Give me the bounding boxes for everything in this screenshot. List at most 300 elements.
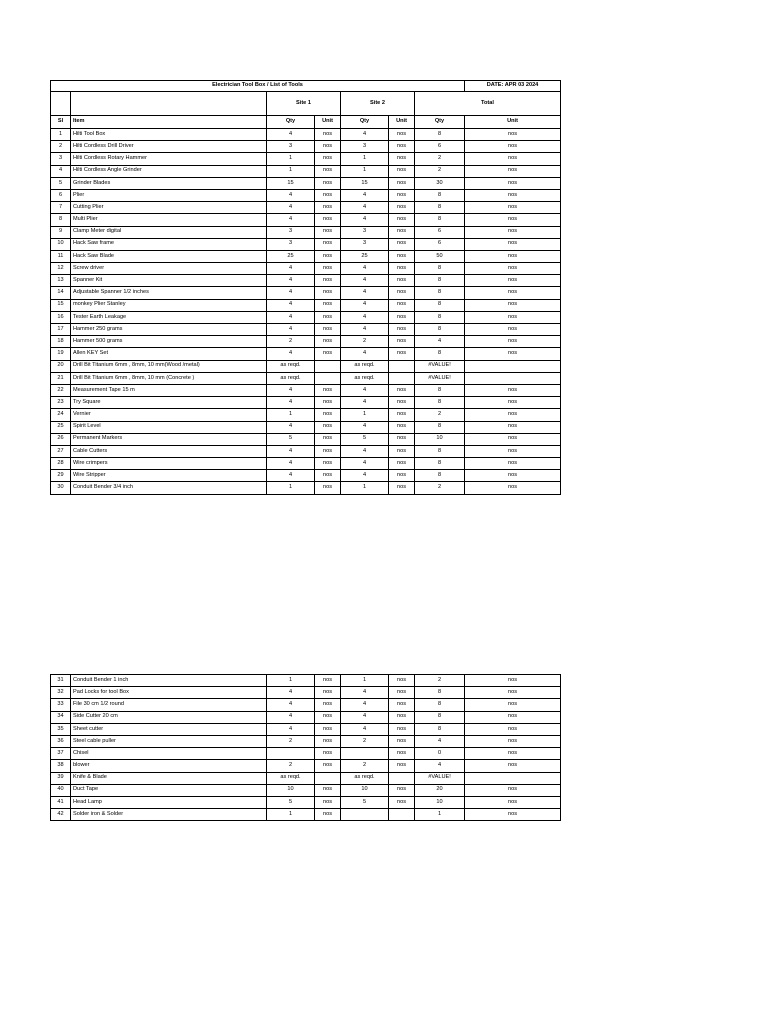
total-qty-cell: 4 [415, 735, 465, 747]
site2-qty-cell: 4 [341, 299, 389, 311]
table-row [51, 445, 561, 457]
item-cell: Permanent Markers [71, 433, 267, 445]
total-qty-cell: 6 [415, 238, 465, 250]
site1-unit-cell: nos [315, 287, 341, 299]
tool-list-body-continued [51, 675, 561, 821]
total-unit-cell: nos [465, 177, 561, 189]
table-row [51, 796, 561, 808]
site2-qty-cell: 4 [341, 129, 389, 141]
table-row [51, 735, 561, 747]
item-cell: Spirit Level [71, 421, 267, 433]
item-cell: monkey Plier Stanley [71, 299, 267, 311]
table-row [51, 397, 561, 409]
item-cell: Plier [71, 189, 267, 201]
site2-unit-cell: nos [389, 189, 415, 201]
site1-qty-cell: 25 [267, 250, 315, 262]
site2-unit-cell: nos [389, 796, 415, 808]
item-cell: Chisel [71, 748, 267, 760]
site2-unit-cell: nos [389, 409, 415, 421]
site2-qty-cell: 3 [341, 141, 389, 153]
site1-qty-cell: 4 [267, 687, 315, 699]
sl-cell: 14 [51, 287, 71, 299]
table-row [51, 287, 561, 299]
sl-cell: 11 [51, 250, 71, 262]
site2-unit-cell: nos [389, 250, 415, 262]
total-unit-cell: nos [465, 324, 561, 336]
table-row [51, 141, 561, 153]
sl-cell: 4 [51, 165, 71, 177]
item-cell: Spanner Kit [71, 275, 267, 287]
total-qty-cell: 8 [415, 189, 465, 201]
table-row [51, 784, 561, 796]
sl-cell: 33 [51, 699, 71, 711]
site1-qty-cell: 4 [267, 311, 315, 323]
total-qty-cell: 8 [415, 324, 465, 336]
total-unit-cell: nos [465, 189, 561, 201]
site1-unit-cell [315, 360, 341, 372]
table-row [51, 482, 561, 494]
item-cell: Drill Bit Titanium 6mm , 8mm, 10 mm (Concrete ) [71, 372, 267, 384]
site1-qty-cell: 4 [267, 202, 315, 214]
site1-unit-cell: nos [315, 445, 341, 457]
site1-qty-cell: 3 [267, 238, 315, 250]
site1-qty-cell: 1 [267, 153, 315, 165]
sl-cell: 20 [51, 360, 71, 372]
site2-unit-cell: nos [389, 299, 415, 311]
total-qty-cell: 8 [415, 129, 465, 141]
site1-qty-cell: 4 [267, 397, 315, 409]
site1-unit-cell: nos [315, 760, 341, 772]
table-row [51, 336, 561, 348]
table-row [51, 129, 561, 141]
sl-cell: 30 [51, 482, 71, 494]
site2-qty-cell: as reqd. [341, 360, 389, 372]
site1-unit-cell [315, 772, 341, 784]
site2-qty-cell: 4 [341, 287, 389, 299]
table-row [51, 384, 561, 396]
item-cell: Sheet cutter [71, 723, 267, 735]
site1-unit-cell: nos [315, 723, 341, 735]
site1-qty-cell: 1 [267, 409, 315, 421]
item-cell: Pad Locks for tool Box [71, 687, 267, 699]
sl-cell: 42 [51, 809, 71, 821]
site1-unit-cell: nos [315, 409, 341, 421]
site2-unit-cell: nos [389, 433, 415, 445]
table-row [51, 470, 561, 482]
site2-unit-cell: nos [389, 482, 415, 494]
site2-unit-cell: nos [389, 384, 415, 396]
tool-list-table-continued [50, 674, 561, 821]
sl-cell: 40 [51, 784, 71, 796]
site2-qty-cell: 4 [341, 711, 389, 723]
total-qty-cell: 8 [415, 445, 465, 457]
total-qty-cell: 0 [415, 748, 465, 760]
item-cell: Knife & Blade [71, 772, 267, 784]
site1-unit-cell: nos [315, 238, 341, 250]
site1-unit-cell: nos [315, 275, 341, 287]
table-row [51, 433, 561, 445]
sl-cell: 25 [51, 421, 71, 433]
total-unit-cell: nos [465, 165, 561, 177]
total-qty-cell: 6 [415, 141, 465, 153]
total-unit-cell: nos [465, 421, 561, 433]
site1-qty-cell: 4 [267, 263, 315, 275]
item-cell: Conduit Bender 3/4 inch [71, 482, 267, 494]
site1-unit-cell: nos [315, 177, 341, 189]
site1-qty-cell: 15 [267, 177, 315, 189]
total-unit-cell: nos [465, 141, 561, 153]
site1-qty-cell: 4 [267, 299, 315, 311]
item-cell: Conduit Bender 1 inch [71, 675, 267, 687]
site2-unit-cell: nos [389, 748, 415, 760]
site2-qty-cell: as reqd. [341, 372, 389, 384]
total-unit-cell: nos [465, 735, 561, 747]
site1-unit-cell: nos [315, 348, 341, 360]
site1-unit-cell: nos [315, 809, 341, 821]
table-row [51, 153, 561, 165]
total-unit-cell: nos [465, 470, 561, 482]
table-row [51, 177, 561, 189]
site2-qty-cell: 4 [341, 421, 389, 433]
item-cell: Hack Saw frame [71, 238, 267, 250]
item-cell: Hilti Tool Box [71, 129, 267, 141]
site2-qty-cell: 4 [341, 202, 389, 214]
site1-qty-cell: 4 [267, 189, 315, 201]
site1-qty-cell: 2 [267, 760, 315, 772]
col-item: Item [71, 116, 267, 129]
sl-cell: 29 [51, 470, 71, 482]
site2-unit-cell: nos [389, 226, 415, 238]
total-unit-cell: nos [465, 445, 561, 457]
total-unit-cell: nos [465, 675, 561, 687]
item-cell: Solder iron & Solder [71, 809, 267, 821]
item-cell: Clamp Meter digital [71, 226, 267, 238]
total-unit-cell: nos [465, 287, 561, 299]
sl-cell: 38 [51, 760, 71, 772]
site1-unit-cell: nos [315, 699, 341, 711]
site2-qty-cell: 4 [341, 458, 389, 470]
total-unit-cell: nos [465, 796, 561, 808]
site1-unit-cell: nos [315, 165, 341, 177]
total-qty-cell: 2 [415, 153, 465, 165]
total-header: Total [415, 92, 561, 116]
total-unit-cell [465, 372, 561, 384]
site1-qty-cell: 2 [267, 735, 315, 747]
tool-list-body [51, 129, 561, 495]
table-row [51, 324, 561, 336]
col-qty-site1: Qty [267, 116, 315, 129]
site2-unit-cell: nos [389, 445, 415, 457]
total-qty-cell: 2 [415, 409, 465, 421]
site2-qty-cell: 10 [341, 784, 389, 796]
site2-qty-cell: 1 [341, 482, 389, 494]
site1-unit-cell: nos [315, 784, 341, 796]
sl-cell: 34 [51, 711, 71, 723]
site1-unit-cell: nos [315, 675, 341, 687]
table-row [51, 250, 561, 262]
site1-unit-cell: nos [315, 129, 341, 141]
total-unit-cell [465, 360, 561, 372]
site2-unit-cell: nos [389, 177, 415, 189]
total-qty-cell: 8 [415, 687, 465, 699]
total-qty-cell: 8 [415, 699, 465, 711]
table-row [51, 263, 561, 275]
site1-unit-cell: nos [315, 458, 341, 470]
item-cell: Allen KEY Set [71, 348, 267, 360]
sl-cell: 19 [51, 348, 71, 360]
sl-cell: 32 [51, 687, 71, 699]
sl-cell: 10 [51, 238, 71, 250]
total-qty-cell: 50 [415, 250, 465, 262]
sl-cell: 1 [51, 129, 71, 141]
total-qty-cell: 2 [415, 482, 465, 494]
sl-cell: 2 [51, 141, 71, 153]
table-row [51, 772, 561, 784]
site2-unit-cell: nos [389, 699, 415, 711]
total-unit-cell: nos [465, 263, 561, 275]
site1-qty-cell: 4 [267, 348, 315, 360]
table-row [51, 348, 561, 360]
site2-unit-cell: nos [389, 421, 415, 433]
site1-qty-cell: 4 [267, 287, 315, 299]
site1-qty-cell: 1 [267, 675, 315, 687]
site2-unit-cell: nos [389, 287, 415, 299]
site1-qty-cell: 4 [267, 711, 315, 723]
total-qty-cell: 20 [415, 784, 465, 796]
table-row [51, 360, 561, 372]
total-qty-cell: #VALUE! [415, 372, 465, 384]
total-unit-cell: nos [465, 748, 561, 760]
total-unit-cell: nos [465, 153, 561, 165]
item-cell: blower [71, 760, 267, 772]
total-unit-cell: nos [465, 723, 561, 735]
item-cell: Try Square [71, 397, 267, 409]
item-cell: Vernier [71, 409, 267, 421]
total-unit-cell: nos [465, 760, 561, 772]
site2-qty-cell: 4 [341, 384, 389, 396]
total-qty-cell: 6 [415, 226, 465, 238]
site1-qty-cell: 4 [267, 699, 315, 711]
table-row [51, 421, 561, 433]
site1-unit-cell: nos [315, 397, 341, 409]
site2-unit-cell: nos [389, 165, 415, 177]
site2-qty-cell: 5 [341, 433, 389, 445]
site1-qty-cell: 4 [267, 214, 315, 226]
site1-qty-cell: as reqd. [267, 360, 315, 372]
sl-cell: 12 [51, 263, 71, 275]
table-row [51, 458, 561, 470]
item-cell: Hammer 250 grams [71, 324, 267, 336]
site1-unit-cell: nos [315, 433, 341, 445]
total-unit-cell: nos [465, 202, 561, 214]
site1-header: Site 1 [267, 92, 341, 116]
total-unit-cell [465, 772, 561, 784]
site1-unit-cell: nos [315, 141, 341, 153]
item-cell: Multi Plier [71, 214, 267, 226]
total-qty-cell: 8 [415, 348, 465, 360]
sl-cell: 36 [51, 735, 71, 747]
table-row [51, 760, 561, 772]
sl-cell: 35 [51, 723, 71, 735]
item-cell: Head Lamp [71, 796, 267, 808]
total-unit-cell: nos [465, 299, 561, 311]
item-cell: Screw driver [71, 263, 267, 275]
site1-unit-cell: nos [315, 250, 341, 262]
site2-qty-cell: 5 [341, 796, 389, 808]
site2-qty-cell: 15 [341, 177, 389, 189]
site2-unit-cell: nos [389, 470, 415, 482]
table-row [51, 409, 561, 421]
site2-unit-cell: nos [389, 711, 415, 723]
total-unit-cell: nos [465, 275, 561, 287]
site1-qty-cell: 4 [267, 458, 315, 470]
site1-unit-cell: nos [315, 711, 341, 723]
site1-unit-cell: nos [315, 153, 341, 165]
site1-unit-cell [315, 372, 341, 384]
item-cell: Hilti Cordless Drill Driver [71, 141, 267, 153]
col-sl: Sl [51, 116, 71, 129]
table-row [51, 275, 561, 287]
sl-cell: 31 [51, 675, 71, 687]
total-unit-cell: nos [465, 129, 561, 141]
site-header-row [51, 92, 561, 116]
site2-unit-cell: nos [389, 275, 415, 287]
total-qty-cell: 8 [415, 275, 465, 287]
col-unit-site2: Unit [389, 116, 415, 129]
total-qty-cell: 30 [415, 177, 465, 189]
table-row [51, 699, 561, 711]
item-cell: Duct Tape [71, 784, 267, 796]
sl-cell: 17 [51, 324, 71, 336]
site1-unit-cell: nos [315, 384, 341, 396]
col-qty-site2: Qty [341, 116, 389, 129]
site2-qty-cell: 4 [341, 311, 389, 323]
site2-unit-cell: nos [389, 238, 415, 250]
table-row [51, 299, 561, 311]
sl-cell: 41 [51, 796, 71, 808]
total-unit-cell: nos [465, 397, 561, 409]
site1-qty-cell: 4 [267, 723, 315, 735]
site1-qty-cell: 4 [267, 384, 315, 396]
site2-qty-cell: 4 [341, 687, 389, 699]
table-row [51, 165, 561, 177]
site2-unit-cell: nos [389, 153, 415, 165]
total-unit-cell: nos [465, 250, 561, 262]
site2-unit-cell [389, 360, 415, 372]
site2-unit-cell: nos [389, 336, 415, 348]
site1-qty-cell: 3 [267, 141, 315, 153]
sl-cell: 37 [51, 748, 71, 760]
site1-qty-cell: as reqd. [267, 372, 315, 384]
total-unit-cell: nos [465, 699, 561, 711]
site2-qty-cell [341, 809, 389, 821]
total-qty-cell: 8 [415, 384, 465, 396]
site1-qty-cell: 4 [267, 470, 315, 482]
total-qty-cell: 8 [415, 421, 465, 433]
site2-unit-cell [389, 372, 415, 384]
site1-unit-cell: nos [315, 748, 341, 760]
total-qty-cell: 4 [415, 336, 465, 348]
item-cell: Tester Earth Leakage [71, 311, 267, 323]
total-unit-cell: nos [465, 784, 561, 796]
tool-list-table [50, 80, 561, 495]
site1-qty-cell: 1 [267, 482, 315, 494]
table-row [51, 723, 561, 735]
site2-qty-cell: 25 [341, 250, 389, 262]
site1-qty-cell: 2 [267, 336, 315, 348]
site2-unit-cell: nos [389, 311, 415, 323]
sheet-date: DATE: APR 03 2024 [465, 81, 561, 92]
site2-header: Site 2 [341, 92, 415, 116]
sl-cell: 28 [51, 458, 71, 470]
site2-qty-cell: 4 [341, 699, 389, 711]
sl-cell: 15 [51, 299, 71, 311]
table-row [51, 809, 561, 821]
site1-qty-cell: 4 [267, 445, 315, 457]
sl-cell: 5 [51, 177, 71, 189]
site1-unit-cell: nos [315, 214, 341, 226]
site2-qty-cell: 4 [341, 275, 389, 287]
sl-cell: 3 [51, 153, 71, 165]
total-unit-cell: nos [465, 687, 561, 699]
site2-qty-cell: 2 [341, 735, 389, 747]
item-cell: Steel cable puller [71, 735, 267, 747]
site2-qty-cell: 4 [341, 348, 389, 360]
sl-cell: 6 [51, 189, 71, 201]
site2-qty-cell: 4 [341, 214, 389, 226]
table-row [51, 711, 561, 723]
site1-unit-cell: nos [315, 299, 341, 311]
site2-unit-cell: nos [389, 784, 415, 796]
site2-qty-cell: 4 [341, 723, 389, 735]
site1-qty-cell: 5 [267, 433, 315, 445]
site2-qty-cell: 4 [341, 470, 389, 482]
site1-unit-cell: nos [315, 470, 341, 482]
item-cell: Hack Saw Blade [71, 250, 267, 262]
table-row [51, 202, 561, 214]
item-cell: Hilti Cordless Rotary Hammer [71, 153, 267, 165]
total-unit-cell: nos [465, 409, 561, 421]
total-qty-cell: 8 [415, 397, 465, 409]
total-qty-cell: 8 [415, 470, 465, 482]
item-cell: Hilti Cordless Angle Grinder [71, 165, 267, 177]
site2-qty-cell: 4 [341, 263, 389, 275]
sl-cell: 7 [51, 202, 71, 214]
sl-cell: 24 [51, 409, 71, 421]
total-qty-cell: 10 [415, 796, 465, 808]
total-qty-cell: 2 [415, 165, 465, 177]
site2-qty-cell: 1 [341, 153, 389, 165]
site2-unit-cell: nos [389, 129, 415, 141]
site1-unit-cell: nos [315, 189, 341, 201]
site2-qty-cell: 1 [341, 409, 389, 421]
sl-cell: 18 [51, 336, 71, 348]
total-qty-cell: 10 [415, 433, 465, 445]
table-row [51, 214, 561, 226]
site1-qty-cell: 1 [267, 809, 315, 821]
total-unit-cell: nos [465, 458, 561, 470]
site2-unit-cell: nos [389, 723, 415, 735]
site1-unit-cell: nos [315, 324, 341, 336]
site2-qty-cell: 3 [341, 238, 389, 250]
site1-qty-cell: 4 [267, 129, 315, 141]
site2-unit-cell: nos [389, 458, 415, 470]
total-qty-cell: 2 [415, 675, 465, 687]
total-qty-cell: 8 [415, 263, 465, 275]
table-row [51, 226, 561, 238]
site2-qty-cell: 1 [341, 165, 389, 177]
total-qty-cell: 8 [415, 723, 465, 735]
